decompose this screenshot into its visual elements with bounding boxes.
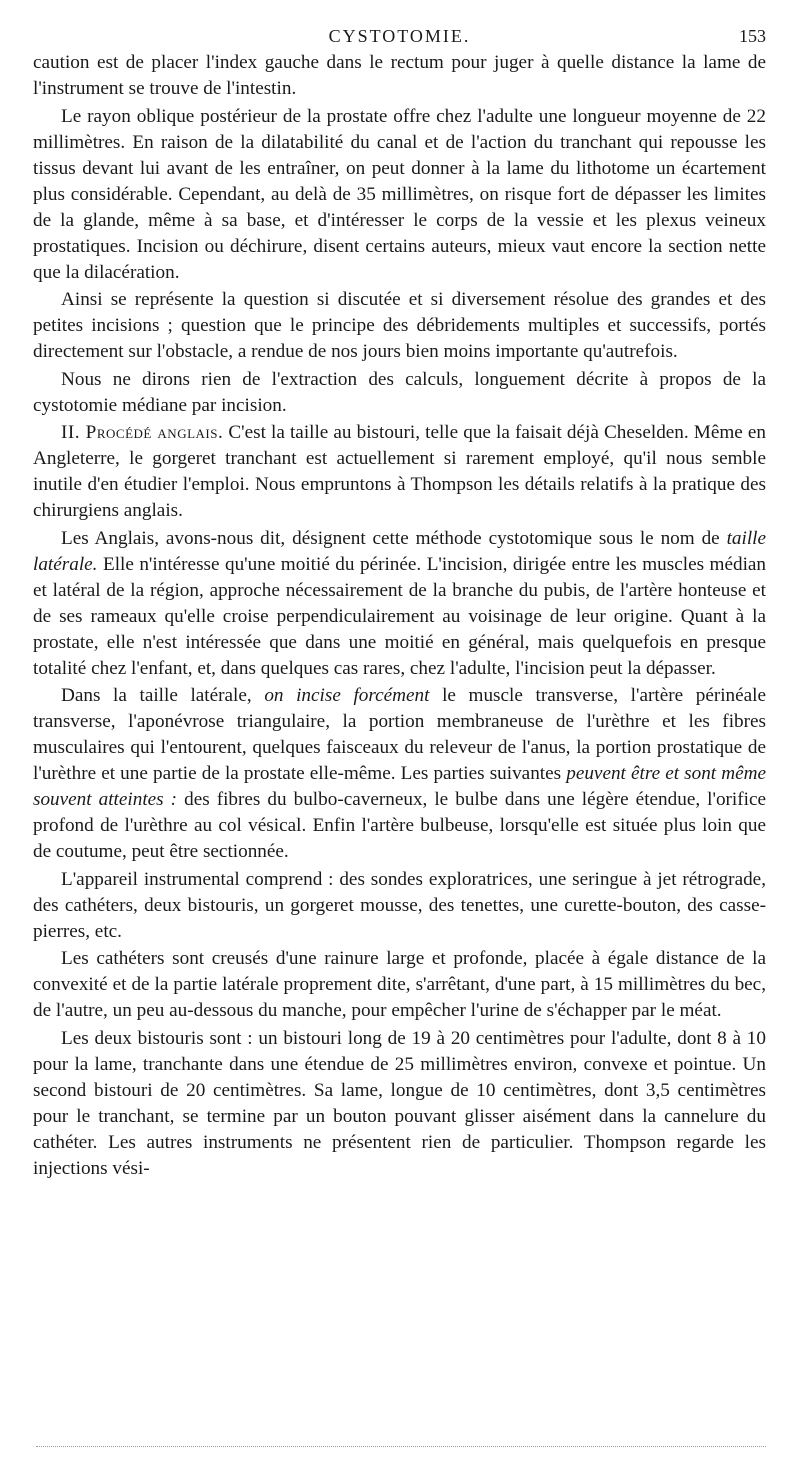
footer-dotted-rule bbox=[36, 1446, 766, 1447]
paragraph-catheters: Les cathéters sont creusés d'une rainure large et profonde, placée à égale distance de la convexité et de la partie latérale proprement dite, s'arrêtant, d'une part, à 15 millimètres du bec, de l'autre, un peu au-dessous du manche, pour empêcher l'urine de s'échapper par le méat. bbox=[33, 948, 766, 1021]
paragraph-continuation: caution est de placer l'index gauche dans le rectum pour juger à quelle distance la lame de l'instrument se trouve de l'intestin. bbox=[33, 52, 766, 99]
emphasis-text: peuvent être et sont même souvent atteintes : bbox=[33, 763, 766, 810]
paragraph-instruments: L'appareil instrumental comprend : des sondes exploratrices, une seringue à jet rétrograde, des cathéters, deux bistouris, un gorgeret mousse, des tenettes, une curette-bouton, des casse-pierres, etc. bbox=[33, 868, 766, 942]
paragraph-lateral-taille bbox=[33, 526, 766, 682]
paragraph-english-procedure bbox=[33, 420, 766, 524]
paragraph-text: Elle n'intéresse qu'une moitié du périnée. L'incision, dirigée entre les muscles médian et latéral de la région, approche nécessairement de la branche du pubis, de l'artère honteuse et de ses rameaux qu'elle croise perpendiculairement au voisinage de leur origine. Quant à la prostate, elle n'est intéressée que dans une moitié en général, mais quelquefois en presque totalité chez l'enfant, et, dans quelques cas rares, chez l'adulte, l'incision peut la dépasser. bbox=[33, 553, 767, 679]
paragraph-calculus-extraction: Nous ne dirons rien de l'extraction des calculs, longuement décrite à propos de la cystotomie médiane par incision. bbox=[33, 368, 766, 416]
running-title: CYSTOTOMIE. bbox=[328, 26, 471, 46]
emphasis-text: taille latérale. bbox=[33, 527, 767, 575]
section-heading: II. Procédé anglais. bbox=[61, 422, 224, 443]
page-number: 153 bbox=[739, 26, 766, 46]
paragraph-text: le muscle transverse, l'artère périnéale transverse, l'aponévrose triangulaire, la portion membraneuse de l'urèthre et les fibres musculaires qui l'entourent, quelques faisceaux du releveur de l'anus, la portion prostatique de l'urèthre et une partie de la prostate elle-même. Les parties suivantes bbox=[33, 685, 767, 784]
emphasis-text: on incise forcément bbox=[264, 685, 430, 706]
paragraph-incised-parts bbox=[33, 683, 766, 865]
paragraph-text: C'est la taille au bistouri, telle que la faisait déjà Cheselden. Même en Angleterre, le gorgeret tranchant est actuellement si rarement employé, qu'il nous semble inutile d'en étudier l'emploi. Nous empruntons à Thompson les détails relatifs à la pratique des chirurgiens anglais. bbox=[33, 422, 767, 521]
paragraph-bistouris: Les deux bistouris sont : un bistouri long de 19 à 20 centimètres pour l'adulte, dont 8 à 10 pour la lame, tranchante dans une étendue de 25 millimètres environ, convexe et pointue. Un second bistouri de 20 centimètres. Sa lame, longue de 10 centimètres, dont 3,5 centimètres pour le tranchant, se termine par un bouton pouvant glisser aisément dans la cannelure du cathéter. Les autres instruments ne présentent rien de particulier. Thompson regarde les injections vési- bbox=[33, 1027, 766, 1179]
paragraph-text: des fibres du bulbo-caverneux, le bulbe dans une légère étendue, l'orifice profond de l'urèthre au col vésical. Enfin l'artère bulbeuse, lorsqu'elle est située plus loin que de coutume, peut être sectionnée. bbox=[33, 789, 767, 862]
book-page bbox=[33, 0, 766, 1182]
paragraph-text: Dans la taille latérale, bbox=[61, 685, 252, 706]
paragraph-text: Les Anglais, avons-nous dit, désignent cette méthode cystotomique sous le nom de bbox=[61, 527, 720, 549]
body-text bbox=[33, 50, 766, 1182]
paragraph-incisions-question: Ainsi se représente la question si discutée et si diversement résolue des grandes et des petites incisions ; question que le principe des débridements multiples et successifs, portés directement sur l'obstacle, a rendue de nos jours bien moins importante qu'autrefois. bbox=[33, 289, 766, 362]
page-header bbox=[33, 0, 766, 50]
paragraph-prostate-radius: Le rayon oblique postérieur de la prostate offre chez l'adulte une longueur moyenne de 22 millimètres. En raison de la dilatabilité du canal et de l'action du tranchant qui repousse les tissus devant lui avant de les entraîner, on peut donner à la lame du lithotome un écartement plus considérable. Cependant, au delà de 35 millimètres, on risque fort de dépasser les limites de la glande, même à sa base, et d'intéresser le corps de la vessie et les plexus veineux prostatiques. Incision ou déchirure, disent certains auteurs, mieux vaut encore la section nette que la dilacération. bbox=[33, 105, 766, 283]
